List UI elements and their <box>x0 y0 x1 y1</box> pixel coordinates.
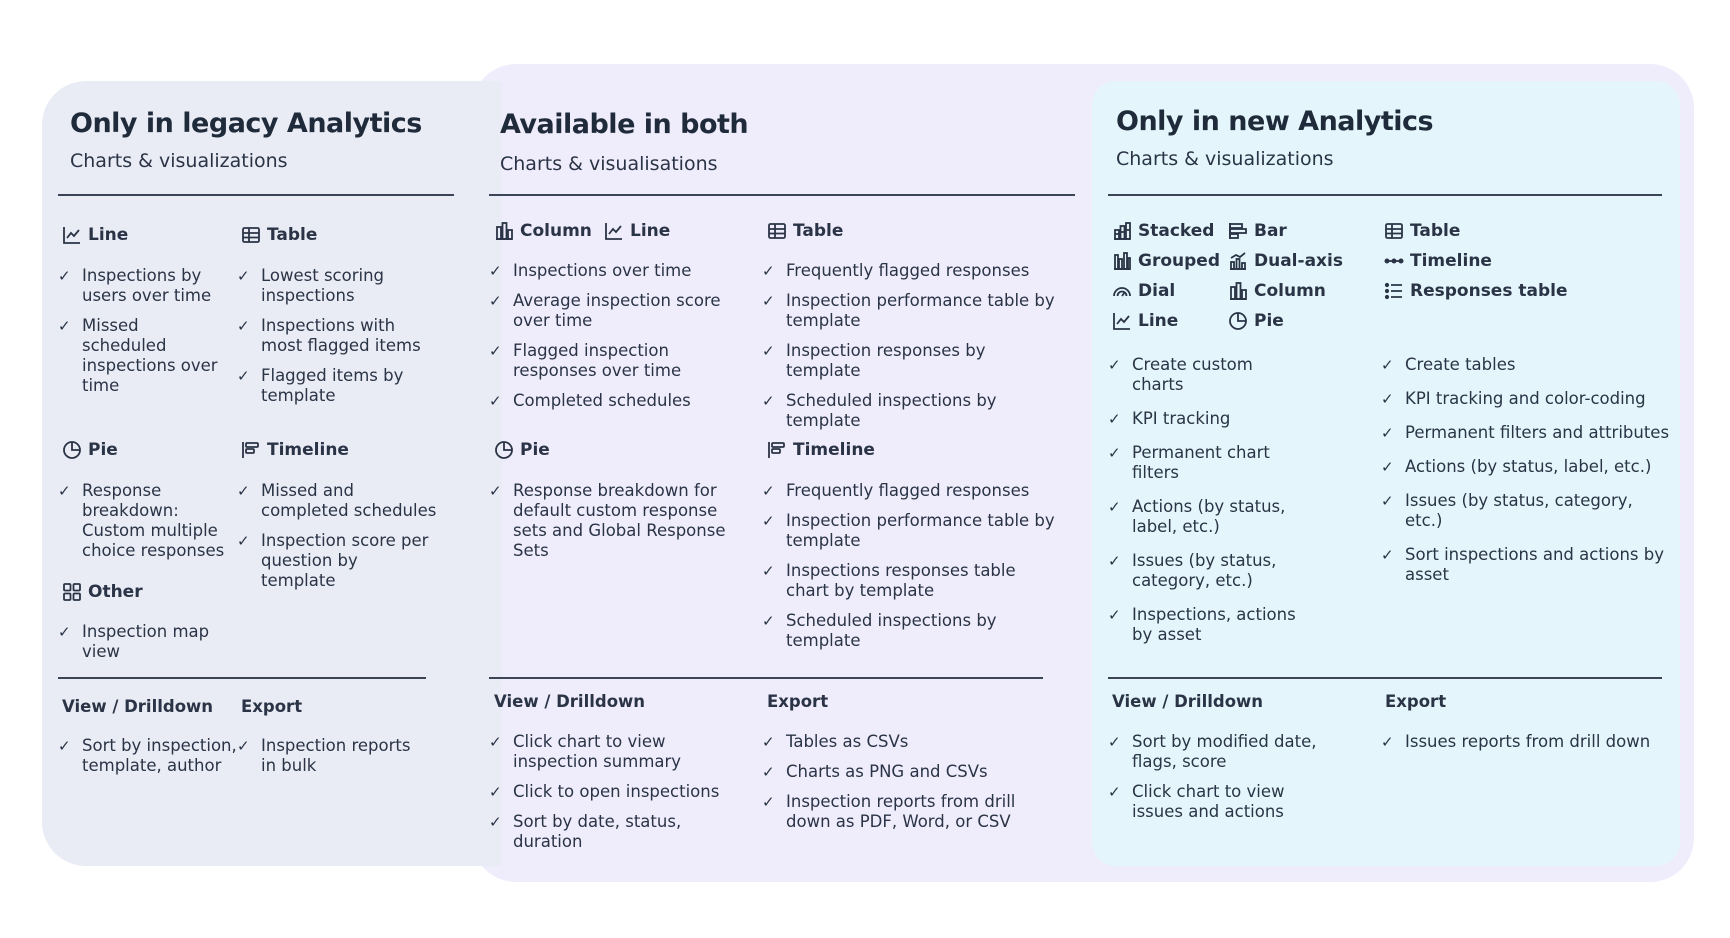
both-column-list <box>489 261 744 421</box>
legacy-timeline-heading: Timeline <box>241 440 349 460</box>
legacy-table-heading: Table <box>241 225 317 245</box>
both-divider <box>489 194 1075 196</box>
list-item: ✓ Actions (by status, label, etc.) <box>1381 457 1652 476</box>
list-item: ✓ KPI tracking <box>1108 409 1231 428</box>
new-bar-heading: Bar <box>1228 221 1287 241</box>
list-item: ✓ Issues (by status, category, etc.) <box>1381 491 1633 530</box>
bar-chart-icon <box>1228 221 1248 241</box>
list-item: ✓ KPI tracking and color-coding <box>1381 389 1646 408</box>
list-item: ✓ Scheduled inspections by template <box>762 611 997 650</box>
new-grouped-heading: Grouped <box>1112 251 1220 271</box>
list-item: ✓ Flagged items by template <box>237 366 404 405</box>
new-view-heading: View / Drilldown <box>1112 692 1264 711</box>
new-subtitle: Charts & visualizations <box>1116 148 1334 170</box>
both-table-list <box>762 261 1062 441</box>
legacy-pie-list <box>58 481 228 571</box>
list-item: ✓ Inspection performance table by template <box>762 511 1055 550</box>
dial-icon <box>1112 281 1132 301</box>
new-export-list <box>1381 732 1671 762</box>
dual-axis-chart-icon <box>1228 251 1248 271</box>
pie-chart-icon <box>494 440 514 460</box>
list-item: ✓ Frequently flagged responses <box>762 261 1030 280</box>
legacy-pie-heading: Pie <box>62 440 118 460</box>
new-right-list <box>1381 355 1671 599</box>
list-item: ✓ Click chart to view inspection summary <box>489 732 682 771</box>
both-view-heading: View / Drilldown <box>494 692 646 711</box>
new-timeline-heading: Timeline <box>1384 251 1492 271</box>
list-item: ✓ Inspections by users over time <box>58 266 212 305</box>
list-item: ✓ Sort by date, status, duration <box>489 812 682 851</box>
list-item: ✓ Issues reports from drill down <box>1381 732 1651 751</box>
new-left-list <box>1108 355 1308 659</box>
list-item: ✓ Flagged inspection responses over time <box>489 341 682 380</box>
list-item: ✓ Permanent chart filters <box>1108 443 1270 482</box>
legacy-view-list <box>58 736 238 786</box>
new-stacked-heading: Stacked <box>1112 221 1214 241</box>
legacy-line-list <box>58 266 228 406</box>
both-title: Available in both <box>500 109 749 140</box>
line-chart-icon <box>1112 311 1132 331</box>
list-item: ✓ Average inspection score over time <box>489 291 721 330</box>
list-item: ✓ Inspection reports from drill down as PDF, Word, or CSV <box>762 792 1016 831</box>
list-item: ✓ Sort by inspection, template, author <box>58 736 237 775</box>
list-item: ✓ Response breakdown for default custom response sets and Global Response Sets <box>489 481 726 560</box>
new-column-heading: Column <box>1228 281 1326 301</box>
both-export-list <box>762 732 1062 842</box>
legacy-other-list <box>58 622 228 672</box>
legacy-line-heading: Line <box>62 225 128 245</box>
new-divider-2 <box>1108 677 1662 679</box>
list-item: ✓ Inspection map view <box>58 622 210 661</box>
list-item: ✓ Frequently flagged responses <box>762 481 1030 500</box>
list-item: ✓ Response breakdown: Custom multiple choice responses <box>58 481 225 560</box>
list-item: ✓ Inspections with most flagged items <box>237 316 421 355</box>
table-icon <box>767 221 787 241</box>
stacked-chart-icon <box>1112 221 1132 241</box>
legacy-subtitle: Charts & visualizations <box>70 150 288 172</box>
both-divider-2 <box>489 677 1043 679</box>
list-item: ✓ Inspection reports in bulk <box>237 736 411 775</box>
table-icon <box>1384 221 1404 241</box>
list-item: ✓ Create tables <box>1381 355 1516 374</box>
both-line-heading: Line <box>604 221 670 241</box>
list-item: ✓ Inspections over time <box>489 261 692 280</box>
list-item: ✓ Inspection score per question by template <box>237 531 429 590</box>
column-chart-icon <box>1228 281 1248 301</box>
both-column-heading: Column <box>494 221 592 241</box>
legacy-view-heading: View / Drilldown <box>62 697 214 716</box>
legacy-other-heading: Other <box>62 582 143 602</box>
list-item: ✓ Lowest scoring inspections <box>237 266 385 305</box>
new-export-heading: Export <box>1385 692 1447 711</box>
list-icon <box>1384 281 1404 301</box>
list-item: ✓ Scheduled inspections by template <box>762 391 997 430</box>
list-item: ✓ Click chart to view issues and actions <box>1108 782 1285 821</box>
table-icon <box>241 225 261 245</box>
list-item: ✓ Create custom charts <box>1108 355 1253 394</box>
both-table-heading: Table <box>767 221 843 241</box>
both-timeline-list <box>762 481 1062 661</box>
legacy-export-heading: Export <box>241 697 303 716</box>
legacy-divider-2 <box>58 677 426 679</box>
list-item: ✓ Click to open inspections <box>489 782 720 801</box>
new-line-heading: Line <box>1112 311 1178 331</box>
list-item: ✓ Issues (by status, category, etc.) <box>1108 551 1277 590</box>
list-item: ✓ Inspections, actions by asset <box>1108 605 1296 644</box>
list-item: ✓ Inspection responses by template <box>762 341 986 380</box>
new-dial-heading: Dial <box>1112 281 1175 301</box>
pie-chart-icon <box>62 440 82 460</box>
list-item: ✓ Missed and completed schedules <box>237 481 437 520</box>
pie-chart-icon <box>1228 311 1248 331</box>
new-title: Only in new Analytics <box>1116 106 1434 137</box>
grid-icon <box>62 582 82 602</box>
column-chart-icon <box>494 221 514 241</box>
both-subtitle: Charts & visualisations <box>500 153 718 175</box>
legacy-divider <box>58 194 454 196</box>
list-item: ✓ Inspections responses table chart by template <box>762 561 1016 600</box>
grouped-chart-icon <box>1112 251 1132 271</box>
both-export-heading: Export <box>767 692 829 711</box>
new-pie-heading: Pie <box>1228 311 1284 331</box>
legacy-export-list <box>237 736 417 786</box>
list-item: ✓ Sort inspections and actions by asset <box>1381 545 1665 584</box>
both-timeline-heading: Timeline <box>767 440 875 460</box>
list-item: ✓ Tables as CSVs <box>762 732 909 751</box>
new-view-list <box>1108 732 1338 832</box>
list-item: ✓ Inspection performance table by template <box>762 291 1055 330</box>
legacy-timeline-list <box>237 481 437 601</box>
list-item: ✓ Actions (by status, label, etc.) <box>1108 497 1286 536</box>
list-item: ✓ Permanent filters and attributes <box>1381 423 1670 442</box>
line-chart-icon <box>62 225 82 245</box>
both-pie-list <box>489 481 754 571</box>
line-chart-icon <box>604 221 624 241</box>
timeline-icon <box>767 440 787 460</box>
new-table-heading: Table <box>1384 221 1460 241</box>
both-view-list <box>489 732 754 862</box>
list-item: ✓ Sort by modified date, flags, score <box>1108 732 1317 771</box>
new-responses-heading: Responses table <box>1384 281 1568 301</box>
both-pie-heading: Pie <box>494 440 550 460</box>
legacy-title: Only in legacy Analytics <box>70 108 422 139</box>
timeline-icon <box>241 440 261 460</box>
list-item: ✓ Missed scheduled inspections over time <box>58 316 218 395</box>
list-item: ✓ Completed schedules <box>489 391 691 410</box>
list-item: ✓ Charts as PNG and CSVs <box>762 762 988 781</box>
legacy-table-list <box>237 266 437 416</box>
new-dualaxis-heading: Dual-axis <box>1228 251 1343 271</box>
timeline-dots-icon <box>1384 251 1404 271</box>
new-divider <box>1108 194 1662 196</box>
